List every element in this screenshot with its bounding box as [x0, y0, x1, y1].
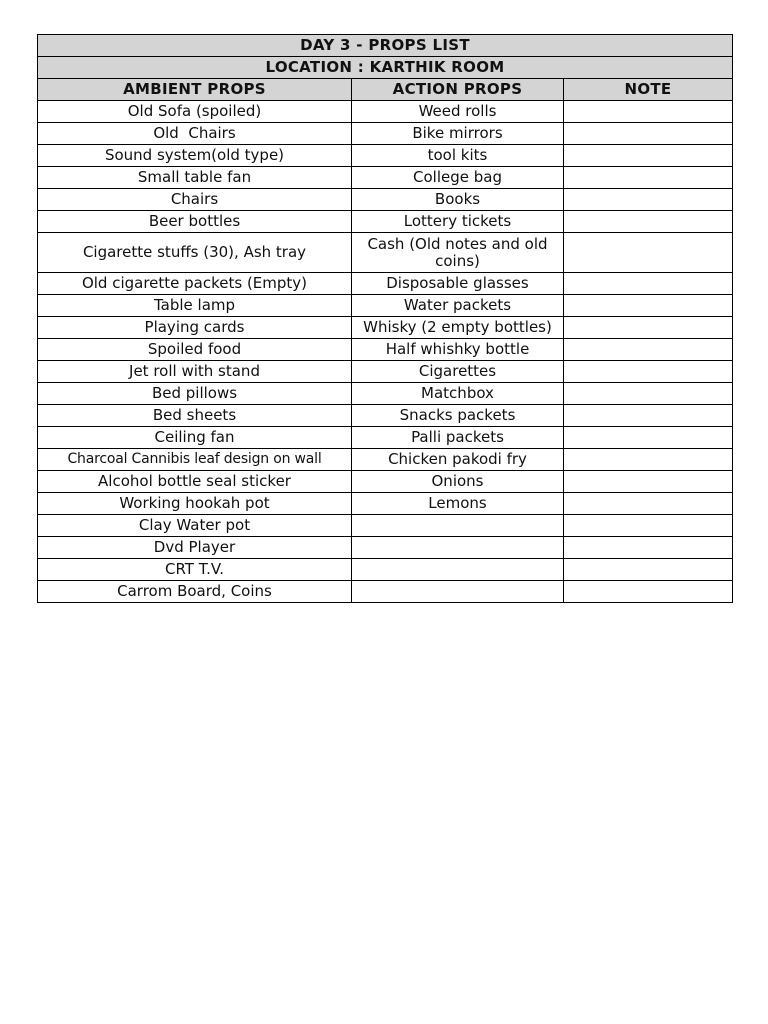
note-cell	[564, 295, 733, 317]
ambient-prop-cell: Chairs	[38, 189, 352, 211]
ambient-prop-cell: Ceiling fan	[38, 427, 352, 449]
note-cell	[564, 537, 733, 559]
table-row	[38, 383, 733, 405]
note-cell	[564, 383, 733, 405]
props-table	[37, 34, 733, 603]
location-row	[38, 57, 733, 79]
table-row	[38, 273, 733, 295]
action-prop-cell: Cash (Old notes and old coins)	[352, 233, 564, 273]
ambient-prop-cell: Working hookah pot	[38, 493, 352, 515]
table-row	[38, 101, 733, 123]
note-cell	[564, 405, 733, 427]
action-prop-cell: Weed rolls	[352, 101, 564, 123]
ambient-prop-cell: Sound system(old type)	[38, 145, 352, 167]
action-prop-cell: Cigarettes	[352, 361, 564, 383]
action-props-header: ACTION PROPS	[352, 79, 564, 101]
note-cell	[564, 471, 733, 493]
note-cell	[564, 211, 733, 233]
table-row	[38, 339, 733, 361]
ambient-prop-cell: Small table fan	[38, 167, 352, 189]
note-cell	[564, 145, 733, 167]
table-row	[38, 295, 733, 317]
ambient-prop-cell: Charcoal Cannibis leaf design on wall	[38, 449, 352, 471]
table-row	[38, 449, 733, 471]
action-prop-cell	[352, 537, 564, 559]
note-cell	[564, 581, 733, 603]
ambient-prop-cell: Cigarette stuffs (30), Ash tray	[38, 233, 352, 273]
ambient-prop-cell: Old cigarette packets (Empty)	[38, 273, 352, 295]
action-prop-cell	[352, 559, 564, 581]
note-cell	[564, 493, 733, 515]
action-prop-cell: Snacks packets	[352, 405, 564, 427]
header-row	[38, 79, 733, 101]
action-prop-cell: tool kits	[352, 145, 564, 167]
table-row	[38, 493, 733, 515]
note-header: NOTE	[564, 79, 733, 101]
action-prop-cell: Lemons	[352, 493, 564, 515]
table-row	[38, 427, 733, 449]
ambient-prop-cell: Alcohol bottle seal sticker	[38, 471, 352, 493]
table-row	[38, 537, 733, 559]
table-row	[38, 405, 733, 427]
action-prop-cell: Matchbox	[352, 383, 564, 405]
table-row	[38, 317, 733, 339]
ambient-prop-cell: Beer bottles	[38, 211, 352, 233]
note-cell	[564, 189, 733, 211]
note-cell	[564, 427, 733, 449]
action-prop-cell: Bike mirrors	[352, 123, 564, 145]
table-row	[38, 211, 733, 233]
ambient-prop-cell: Spoiled food	[38, 339, 352, 361]
ambient-prop-cell: Bed sheets	[38, 405, 352, 427]
table-row	[38, 233, 733, 273]
action-prop-cell: Lottery tickets	[352, 211, 564, 233]
ambient-prop-cell: Old Sofa (spoiled)	[38, 101, 352, 123]
ambient-prop-cell: Dvd Player	[38, 537, 352, 559]
note-cell	[564, 233, 733, 273]
action-prop-cell: Books	[352, 189, 564, 211]
action-prop-cell: Water packets	[352, 295, 564, 317]
action-prop-cell: Half whishky bottle	[352, 339, 564, 361]
props-table-body	[38, 35, 733, 603]
ambient-prop-cell: Bed pillows	[38, 383, 352, 405]
ambient-prop-cell: Carrom Board, Coins	[38, 581, 352, 603]
note-cell	[564, 515, 733, 537]
note-cell	[564, 317, 733, 339]
action-prop-cell: College bag	[352, 167, 564, 189]
table-row	[38, 189, 733, 211]
table-row	[38, 559, 733, 581]
action-prop-cell	[352, 581, 564, 603]
location-label: LOCATION : KARTHIK ROOM	[38, 57, 733, 79]
ambient-prop-cell: Jet roll with stand	[38, 361, 352, 383]
page-title: DAY 3 - PROPS LIST	[38, 35, 733, 57]
action-prop-cell: Onions	[352, 471, 564, 493]
note-cell	[564, 339, 733, 361]
note-cell	[564, 167, 733, 189]
table-row	[38, 145, 733, 167]
ambient-prop-cell: Table lamp	[38, 295, 352, 317]
note-cell	[564, 361, 733, 383]
ambient-prop-cell: Clay Water pot	[38, 515, 352, 537]
title-row	[38, 35, 733, 57]
note-cell	[564, 449, 733, 471]
note-cell	[564, 273, 733, 295]
table-row	[38, 123, 733, 145]
action-prop-cell: Disposable glasses	[352, 273, 564, 295]
ambient-prop-cell: CRT T.V.	[38, 559, 352, 581]
note-cell	[564, 101, 733, 123]
table-row	[38, 581, 733, 603]
note-cell	[564, 559, 733, 581]
action-prop-cell	[352, 515, 564, 537]
action-prop-cell: Whisky (2 empty bottles)	[352, 317, 564, 339]
table-row	[38, 361, 733, 383]
ambient-prop-cell: Playing cards	[38, 317, 352, 339]
table-row	[38, 167, 733, 189]
table-row	[38, 515, 733, 537]
action-prop-cell: Chicken pakodi fry	[352, 449, 564, 471]
action-prop-cell: Palli packets	[352, 427, 564, 449]
note-cell	[564, 123, 733, 145]
ambient-props-header: AMBIENT PROPS	[38, 79, 352, 101]
ambient-prop-cell: Old Chairs	[38, 123, 352, 145]
table-row	[38, 471, 733, 493]
